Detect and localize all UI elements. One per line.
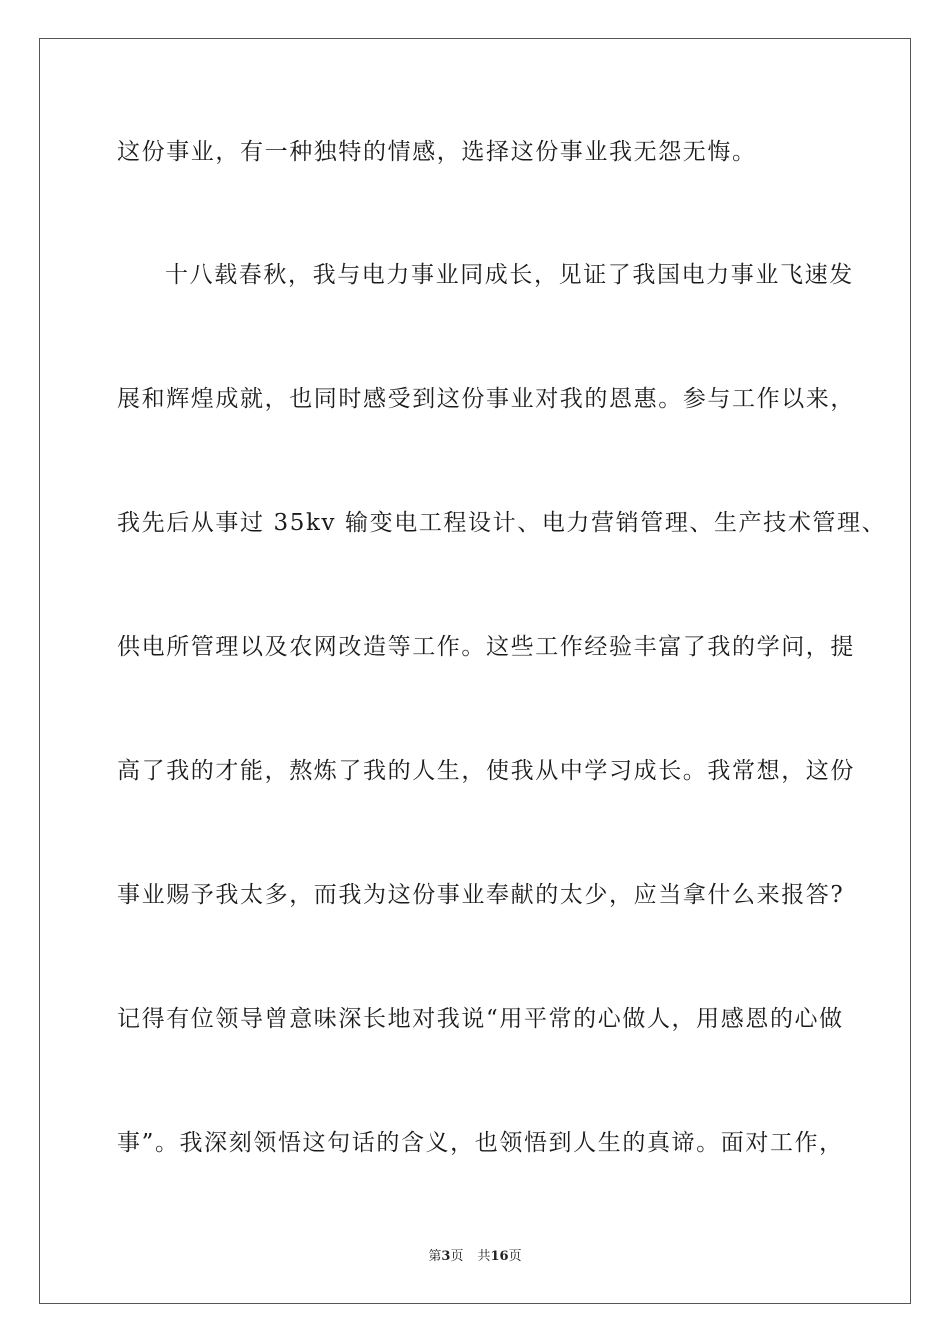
paragraph-line-9: 事”。我深刻领悟这句话的含义，也领悟到人生的真谛。面对工作， xyxy=(117,1130,844,1156)
paragraph-line-5: 供电所管理以及农网改造等工作。这些工作经验丰富了我的学问，提 xyxy=(117,634,855,660)
page-prefix: 第 xyxy=(428,1249,442,1264)
paragraph-line-3: 展和辉煌成就，也同时感受到这份事业对我的恩惠。参与工作以来， xyxy=(117,386,855,412)
paragraph-line-7: 事业赐予我太多，而我为这份事业奉献的太少，应当拿什么来报答? xyxy=(117,882,845,908)
paragraph-line-1: 这份事业，有一种独特的情感，选择这份事业我无怨无悔。 xyxy=(117,139,757,165)
paragraph-line-4: 我先后从事过 35kv 输变电工程设计、电力营销管理、生产技术管理、 xyxy=(117,510,887,536)
paragraph-line-6: 高了我的才能，熬炼了我的人生，使我从中学习成长。我常想，这份 xyxy=(117,758,855,784)
paragraph-line-8: 记得有位领导曾意味深长地对我说“用平常的心做人，用感恩的心做 xyxy=(117,1006,844,1032)
page-number: 3 xyxy=(441,1249,451,1264)
page-suffix: 页 xyxy=(450,1249,464,1264)
total-suffix: 页 xyxy=(508,1249,522,1264)
page-border xyxy=(39,38,911,1304)
total-prefix: 共 xyxy=(477,1249,491,1264)
page-footer xyxy=(0,1248,950,1266)
total-pages: 16 xyxy=(490,1249,509,1264)
paragraph-line-2: 十八载春秋，我与电力事业同成长，见证了我国电力事业飞速发 xyxy=(165,262,854,288)
